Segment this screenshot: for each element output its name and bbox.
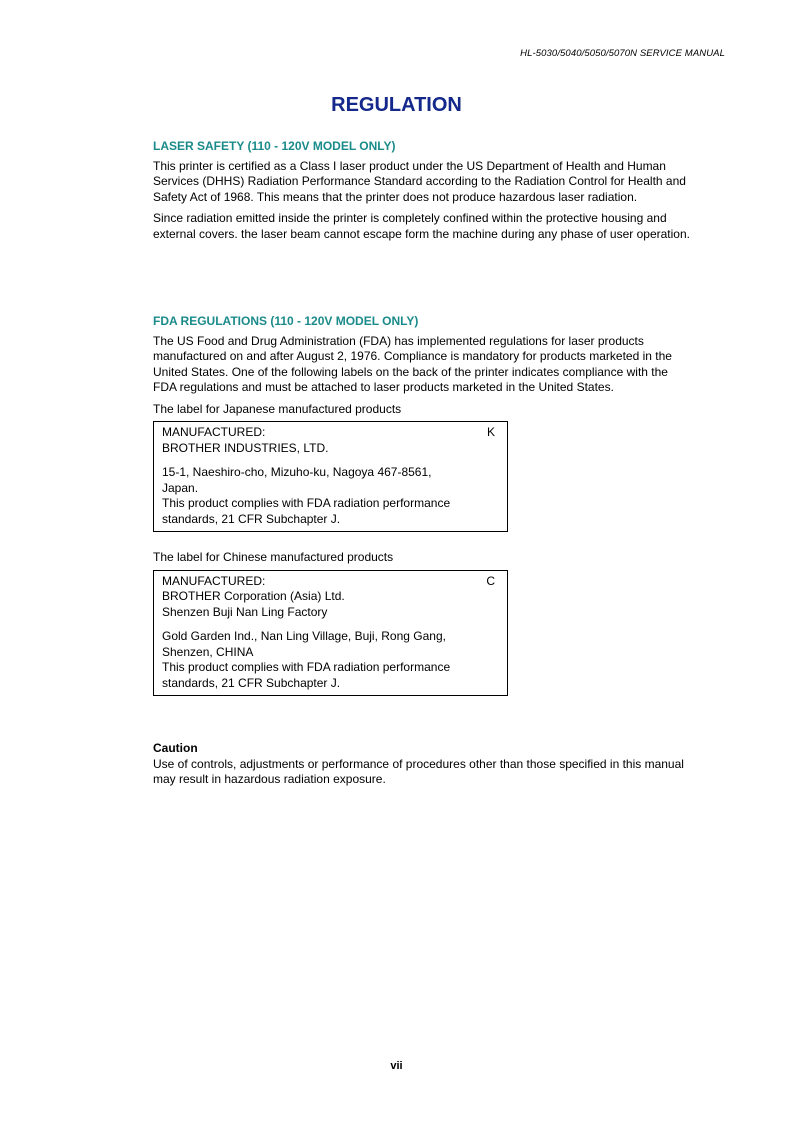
japan-label-caption: The label for Japanese manufactured products [153,401,402,416]
china-label-manufactured: MANUFACTURED: [162,573,266,588]
fda-paragraph: The US Food and Drug Administration (FDA) has implemented regulations for laser products manufactured on and after August 2, 1976. Compliance is mandatory for products marketed in the United States. One of the following labels on the back of the printer indicates compliance with the FDA regulations and must be attached to laser products marketed in the United States. [153,333,672,394]
china-label-header-row [162,574,499,590]
japan-label-compliance-line-2: standards, 21 CFR Subchapter J. [162,511,341,526]
china-label-company: BROTHER Corporation (Asia) Ltd. [162,589,345,603]
japan-label-box [153,421,508,532]
japan-label-company: BROTHER INDUSTRIES, LTD. [162,440,329,455]
page-title: REGULATION [331,94,462,116]
japan-label-code: K [486,425,495,439]
china-label-address-line-1: Gold Garden Ind., Nan Ling Village, Buji, Rong Gang, [162,629,446,643]
page-number: vii [390,1060,403,1072]
china-label-box [153,570,508,697]
china-label-code: C [486,573,495,588]
running-header: HL-5030/5040/5050/5070N SERVICE MANUAL [520,48,725,59]
caution-title: Caution [153,741,198,755]
china-label-address-line-2: Shenzen, CHINA [162,644,254,659]
japan-label-address-line-1: 15-1, Naeshiro-cho, Mizuho-ku, Nagoya 467-8561, [162,465,432,479]
japan-label-header-row [162,425,499,441]
japan-label-manufactured: MANUFACTURED: [162,425,266,439]
fda-section [153,314,693,696]
caution-section [153,741,693,794]
fda-heading: FDA REGULATIONS (110 - 120V MODEL ONLY) [153,314,419,328]
caution-text: Use of controls, adjustments or performance of procedures other than those specified in this manual may result in hazardous radiation exposure. [153,756,684,786]
china-label-compliance-line-1: This product complies with FDA radiation performance [162,660,451,674]
china-label-caption: The label for Chinese manufactured products [153,550,394,564]
laser-safety-paragraph-2: Since radiation emitted inside the printer is completely confined within the protective housing and external covers. the laser beam cannot escape form the machine during any phase of user operation. [153,211,690,241]
japan-label-address-line-2: Japan. [162,480,199,495]
laser-safety-paragraph-1: This printer is certified as a Class I laser product under the US Department of Health and Human Services (DHHS) Radiation Performance Standard according to the Radiation Control for Health and Safety Act of 1968. This means that the printer does not produce hazardous laser radiation. [153,158,686,204]
china-label-factory: Shenzen Buji Nan Ling Factory [162,604,328,619]
laser-safety-section [153,139,693,248]
japan-label-compliance-line-1: This product complies with FDA radiation performance [162,496,451,510]
china-label-compliance-line-2: standards, 21 CFR Subchapter J. [162,675,341,690]
laser-safety-heading: LASER SAFETY (110 - 120V MODEL ONLY) [153,139,396,153]
